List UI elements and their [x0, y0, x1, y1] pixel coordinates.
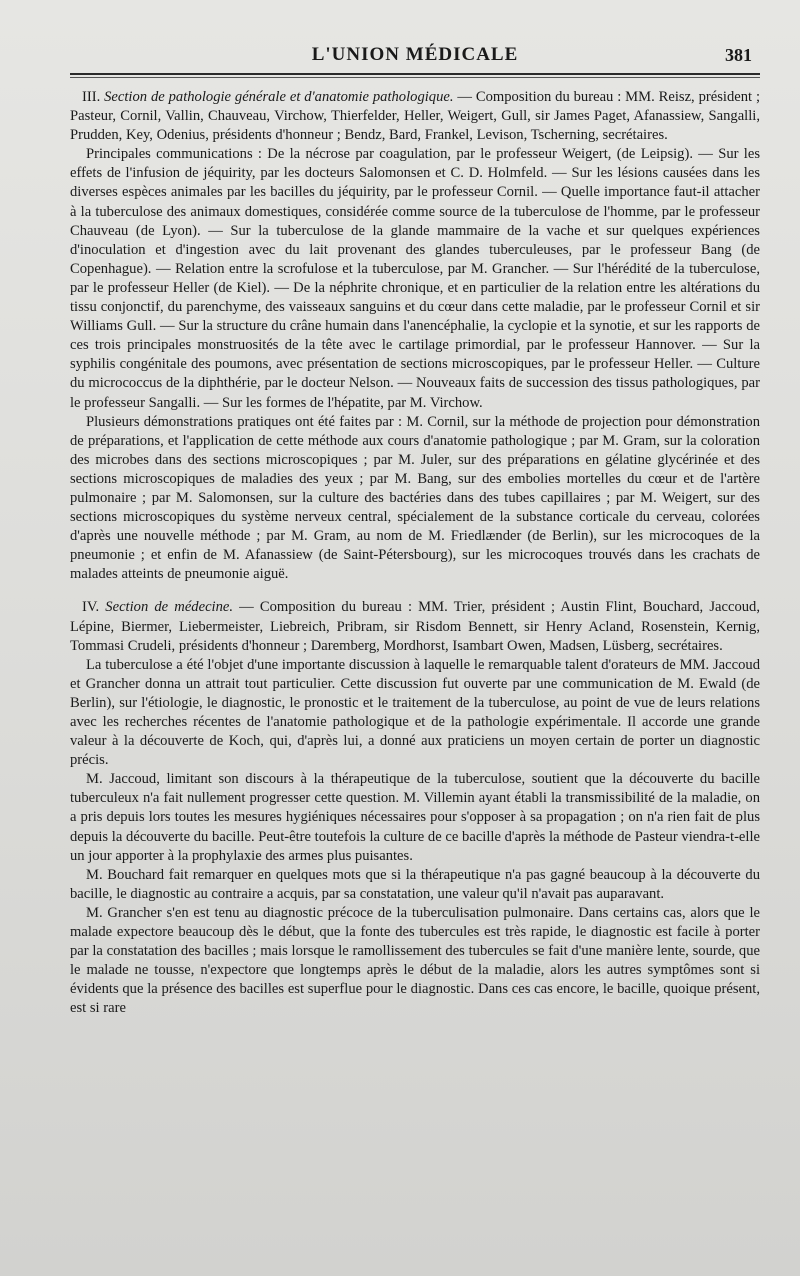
body-text	[70, 88, 760, 1019]
journal-title: L'UNION MÉDICALE	[311, 44, 519, 65]
section-3-numeral: III.	[82, 89, 101, 105]
section-4-grancher: M. Grancher s'en est tenu au diagnostic précoce de la tuberculisation pulmonaire. Dans certains cas, alors que le malade expectore beaucoup dès le début, que la fonte des tubercules est très rapide, le diagnostic est facile à porter par la constatation des bacilles ; mais lorsque le ramollissement des tubercules se fait d'une manière lente, sourde, que le malade ne tousse, n'expectore que longtemps après le début de la maladie, alors les autres symptômes sont si évidents que la présence des bacilles est superflue pour le diagnostic. Dans ces cas encore, le bacille, quoique présent, est si rare	[70, 904, 760, 1017]
header-rule	[70, 73, 760, 75]
section-3-title: Section de pathologie générale et d'anatomie pathologique.	[104, 89, 454, 105]
section-4-heading	[70, 598, 760, 655]
header-rule-thin	[70, 77, 760, 78]
section-4-bouchard: M. Bouchard fait remarquer en quelques mots que si la thérapeutique n'a pas gagné beaucoup à la découverte du bacille, le diagnostic au contraire a acquis, par sa constatation, une valeur qu'il n'avait pas auparavant.	[70, 866, 760, 902]
section-4-tuberculose: La tuberculose a été l'objet d'une importante discussion à laquelle le remarquable talent d'orateurs de MM. Jaccoud et Grancher donna un attrait tout particulier. Cette discussion fut ouverte par une communication de M. Ewald (de Berlin), sur l'étiologie, le diagnostic, le pronostic et le traitement de la tuberculose, au point de vue de leurs relations avec les recherches récentes de l'anatomie pathologique et de la pathologie expérimentale. Il accorde une grande valeur à la découverte de Koch, qui, d'après lui, a donné aux praticiens un moyen certain de porter un diagnostic précis.	[70, 656, 760, 769]
section-3-demonstrations: Plusieurs démonstrations pratiques ont été faites par : M. Cornil, sur la méthode de projection pour démonstration de préparations, et l'application de cette méthode aux cours d'anatomie pathologique ; par M. Gram, sur la coloration des microbes dans des sections microscopiques ; par M. Juler, sur des préparations en gélatine glycérinée et des sections microscopiques de maladies des yeux ; par M. Bang, sur des embolies mortelles du cœur et de l'artère pulmonaire ; par M. Salomonsen, sur la culture des bactéries dans des tubes capillaires ; par M. Weigert, sur des sections microscopiques du système nerveux central, spécialement de la substance corticale du cerveau, colorées d'après une nouvelle méthode ; par M. Gram, au nom de M. Friedlænder (de Berlin), sur les microcoques de la pneumonie ; et enfin de M. Afanassiew (de Saint-Pétersbourg), sur les microcoques trouvés dans les crachats de malades atteints de pneumonie aiguë.	[70, 413, 760, 583]
section-4-numeral: IV.	[82, 599, 100, 616]
section-4-title: Section de médecine.	[105, 599, 234, 616]
section-3-heading	[70, 88, 760, 145]
running-head	[70, 40, 760, 74]
section-4-composition: — Composition du bureau : MM. Trier, président ; Austin Flint, Bouchard, Jaccoud, Lépine, Biermer, Liebermeister, Liebreich, Pribram, sir Risdom Bennett, sir Henry Acland, Rosenstein, Kernig, Tommasi Crudeli, présidents d'honneur ; Daremberg, Mordhorst, Isambart Owen, Madsen, Lüsberg, secrétaires.	[70, 599, 760, 654]
section-gap	[70, 584, 760, 598]
section-3-composition: — Composition du bureau : MM. Reisz, président ; Pasteur, Cornil, Vallin, Chauveau, Virchow, Thierfelder, Heller, Weigert, Gull, sir James Paget, Afanassiew, Sangalli, Prudden, Key, Odenius, présidents d'honneur ; Bendz, Bard, Frankel, Levison, Tscherning, secrétaires.	[70, 89, 761, 144]
page-number: 381	[725, 45, 752, 65]
section-3-communications: Principales communications : De la nécrose par coagulation, par le professeur Weigert, (de Leipsig). — Sur les effets de l'infusion de jéquirity, par les docteurs Salomonsen et C. D. Holmfeld. — Sur les lésions causées dans les diverses espèces animales par les bacilles du jéquirity, par le professeur Cornil. — Quelle importance faut-il attacher à la tuberculose des animaux domestiques, considérée comme source de la tuberculose de l'homme, par le professeur Chauveau (de Lyon). — Sur la tuberculose de la glande mammaire de la vache et sur quelques expériences d'inoculation et d'ingestion avec du lait provenant des glandes tuberculeuses, par le professeur Bang (de Copenhague). — Relation entre la scrofulose et la tuberculose, par M. Grancher. — Sur l'hérédité de la tuberculose, par le professeur Heller (de Kiel). — De la néphrite chronique, et en particulier de la relation entre les altérations du tissu conjonctif, du parenchyme, des vaisseaux sanguins et du cœur dans cette maladie, par le professeur Cornil et sir Williams Gull. — Sur la structure du crâne humain dans l'anencéphalie, la cyclopie et la synotie, et sur les rapports de ces trois principales monstruosités de la tête avec le cartilage primordial, par le professeur Hannover. — Sur la syphilis congénitale des poumons, avec présentation de sections microscopiques, par le professeur Heller. — Culture du micrococcus de la diphthérie, par le docteur Nelson. — Nouveaux faits de succession des tissus pathologiques, par le professeur Sangalli. — Sur les formes de l'hépatite, par M. Virchow.	[70, 146, 760, 411]
section-4-jaccoud: M. Jaccoud, limitant son discours à la thérapeutique de la tuberculose, soutient que la découverte du bacille tuberculeux n'a fait nullement progresser cette question. M. Villemin ayant établi la transmissibilité de la maladie, on a pris depuis lors toutes les mesures hygiéniques nécessaires pour s'opposer à sa propagation ; on n'a rien fait de plus depuis la découverte du bacille. Peut-être toutefois la culture de ce bacille d'après la méthode de Pasteur viendra-t-elle un jour apporter à la prophylaxie des armes plus puisantes.	[70, 771, 760, 864]
